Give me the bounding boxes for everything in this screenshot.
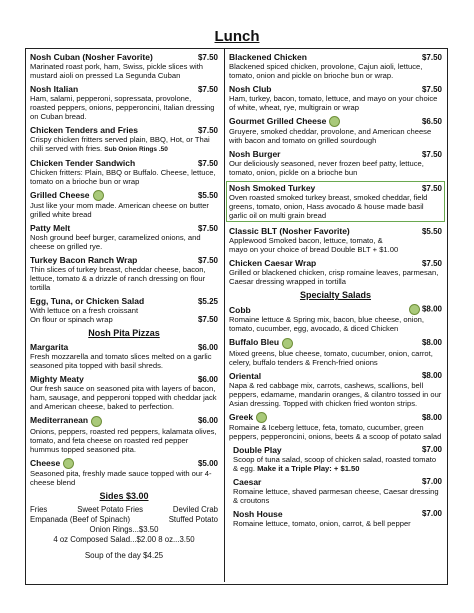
item-desc: Napa & red cabbage mix, carrots, cashews, scallions, bell peppers, edamame, mandarin oranges, & cilantro tossed in our Asian dressing. Topped with chicken fried wonton strips. <box>229 380 442 408</box>
item-price: $8.00 <box>421 371 442 380</box>
green-dot-icon <box>91 416 102 427</box>
side-item: Fries <box>30 504 48 514</box>
menu-item <box>229 84 442 112</box>
item-name: Nosh Cuban (Nosher Favorite) <box>30 52 153 62</box>
item-name: Buffalo Bleu <box>229 337 280 348</box>
menu-item <box>30 190 218 219</box>
item-price: $7.50 <box>197 158 218 168</box>
item-desc: Ham, turkey, bacon, tomato, lettuce, and mayo on your choice of white, wheat, rye, multigrain or wrap <box>229 94 438 112</box>
column-divider <box>224 49 225 582</box>
item-desc: Ham, salami, pepperoni, sopressata, provolone, roasted peppers, onions, pepperoncini, Italian dressing on Cuban bread. <box>30 94 215 121</box>
item-price: $7.50 <box>197 125 218 135</box>
side-item: Empanada (Beef of Spinach) <box>30 514 131 524</box>
item-name: Chicken Tenders and Fries <box>30 125 139 135</box>
salad-item-nosh-house <box>229 509 442 528</box>
salad-item-caesar <box>229 477 442 505</box>
side-item: Sweet Potato Fries <box>77 504 144 514</box>
highlighted-menu-item <box>226 181 445 222</box>
sides-row <box>30 505 218 515</box>
menu-item <box>30 52 218 80</box>
item-desc-alt: On flour or spinach wrap <box>30 315 113 325</box>
right-column <box>229 52 442 532</box>
triple-play-label: Make it a Triple Play: <box>257 463 332 473</box>
sides-row <box>30 535 218 545</box>
menu-item <box>229 116 442 145</box>
item-extra: Sub Onion Rings .50 <box>104 146 168 153</box>
item-desc: Our fresh sauce on seasoned pita with layers of bacon, ham, sausage, and pepperoni topped with cheddar jack and American cheese, baked to perfection. <box>30 384 217 412</box>
item-name: Turkey Bacon Ranch Wrap <box>30 255 138 266</box>
item-desc: Romaine lettuce, shaved parmesan cheese, Caesar dressing & croutons <box>233 486 439 505</box>
item-desc: Mixed greens, blue cheese, tomato, cucumber, onion, carrot, celery, buffalo tenders & French-fried onions <box>229 348 433 367</box>
item-price: $7.50 <box>197 52 218 62</box>
menu-item <box>30 255 218 292</box>
item-name: Classic BLT (Nosher Favorite) <box>229 226 350 237</box>
item-desc: Romaine lettuce & Spring mix, bacon, blue cheese, onion, tomato, cucumber, egg, avocado, & diced Chicken <box>229 315 425 334</box>
item-price: $8.00 <box>421 412 442 422</box>
item-desc: Nosh ground beef burger, caramelized onions, and cheese on grilled rye. <box>30 233 201 252</box>
item-desc: Romaine & Iceberg lettuce, feta, tomato, cucumber, green peppers, pepperoncini, onions, beets & a scoop of potato salad <box>229 422 442 441</box>
item-price: $8.00 <box>421 338 442 348</box>
menu-item <box>30 125 218 154</box>
item-desc: Oven roasted smoked turkey breast, smoked cheddar, field greens, tomato, onion, Hass avocado & house made basil garlic oil on multi grain bread <box>229 193 428 221</box>
item-desc: Gruyere, smoked cheddar, provolone, and American cheese with bacon and tomato on grilled sourdough <box>229 127 432 146</box>
left-column <box>30 52 218 560</box>
salad-item-double-play <box>229 445 442 473</box>
item-name: Cheese <box>30 457 61 468</box>
item-name: Nosh Club <box>229 84 272 94</box>
sides-row <box>30 515 218 525</box>
item-name: Blackened Chicken <box>229 52 307 62</box>
item-price: $7.50 <box>421 258 442 268</box>
sides-row <box>30 525 218 535</box>
item-desc: Seasoned pita, freshly made sauce topped with our 4-cheese blend <box>30 468 212 487</box>
item-price: $8.00 <box>421 304 442 314</box>
pizza-section-heading: Nosh Pita Pizzas <box>88 328 160 339</box>
side-item: 4 oz Composed Salad...$2.00 8 oz...3.50 <box>53 534 195 544</box>
item-name: Chicken Tender Sandwich <box>30 158 136 168</box>
item-desc: Applewood Smoked bacon, lettuce, tomato, & <box>229 236 383 246</box>
green-dot-icon <box>329 116 340 127</box>
item-price: $6.00 <box>197 416 218 426</box>
soup-of-the-day: Soup of the day $4.25 <box>84 550 164 560</box>
item-desc: Blackened spiced chicken, provolone, Cajun aioli, lettuce, tomato, onion and pickle on brioche bun or wrap. <box>229 62 423 80</box>
item-name: Cobb <box>229 304 251 315</box>
salad-item <box>229 304 442 333</box>
green-dot-icon <box>256 412 267 423</box>
item-desc: Chicken fritters: Plain, BBQ or Buffalo. Cheese, lettuce, tomato on a brioche bun or wrap <box>30 168 216 186</box>
item-price: $7.50 <box>197 223 218 233</box>
item-desc: Thin slices of turkey breast, cheddar cheese, bacon, lettuce, tomato & a drizzle of ranch dressing on flour tortilla <box>30 265 206 293</box>
item-name: Greek <box>229 411 254 422</box>
item-name: Mighty Meaty <box>30 374 84 385</box>
item-name: Gourmet Grilled Cheese <box>229 116 327 126</box>
salad-item <box>229 412 442 441</box>
salad-item <box>229 371 442 408</box>
menu-item <box>229 52 442 80</box>
item-name: Nosh Smoked Turkey <box>229 183 316 194</box>
salads-section-heading: Specialty Salads <box>299 290 372 301</box>
green-dot-icon <box>409 304 420 315</box>
item-price: $6.50 <box>421 117 442 127</box>
item-desc: Our deliciously seasoned, never frozen beef patty, lettuce, tomato, onion, pickle on a brioche bun <box>229 159 424 178</box>
item-price: $7.50 <box>421 183 442 193</box>
item-desc: Scoop of tuna salad, scoop of chicken salad, roasted tomato & egg. <box>233 454 437 473</box>
item-desc: Just like your mom made. American cheese on butter grilled white bread <box>30 201 209 220</box>
item-desc: Grilled or blackened chicken, crisp romaine leaves, parmesan, Caesar dressing wrapped in tortilla <box>229 268 439 287</box>
item-price: $7.50 <box>421 52 442 62</box>
item-price: $7.50 <box>197 255 218 265</box>
menu-item <box>229 226 442 254</box>
salad-item <box>229 337 442 366</box>
green-dot-icon <box>93 190 104 201</box>
item-desc: Crispy chicken fritters served plain, BBQ, Hot, or Thai chili served with fries. <box>30 135 210 153</box>
item-name: Grilled Cheese <box>30 190 90 200</box>
item-name: Caesar <box>233 476 262 487</box>
item-price: $7.50 <box>421 84 442 94</box>
item-desc: Onions, peppers, roasted red peppers, kalamata olives, tomato, and feta cheese on roasted red pepper hummus topped seasoned pita. <box>30 426 217 454</box>
sides-heading: Sides $3.00 <box>99 490 149 501</box>
item-name: Nosh House <box>233 508 283 519</box>
item-price: $5.50 <box>197 191 218 201</box>
menu-item <box>30 158 218 186</box>
item-price: $7.00 <box>421 445 442 455</box>
item-price: $7.50 <box>197 84 218 94</box>
item-name: Egg, Tuna, or Chicken Salad <box>30 296 145 307</box>
item-name: Oriental <box>229 370 262 381</box>
item-desc: With lettuce on a fresh croissant <box>30 306 139 316</box>
item-price: $5.50 <box>421 226 442 236</box>
green-dot-icon <box>63 458 74 469</box>
item-name: Margarita <box>30 342 69 353</box>
triple-play-price: + $1.50 <box>333 463 360 473</box>
item-name: Nosh Italian <box>30 84 79 94</box>
side-item: Deviled Crab <box>172 504 218 514</box>
item-price: $5.25 <box>197 296 218 306</box>
item-desc: Romaine lettuce, tomato, onion, carrot, & bell pepper <box>233 518 411 528</box>
item-price-alt: $7.50 <box>197 315 218 325</box>
side-item: Stuffed Potato <box>168 514 218 524</box>
item-price: $7.50 <box>421 149 442 159</box>
item-desc-alt: mayo on your choice of bread Double BLT + $1.00 <box>229 245 399 255</box>
menu-item <box>229 258 442 286</box>
side-item: Onion Rings...$3.50 <box>89 524 159 534</box>
item-name: Mediterranean <box>30 415 89 426</box>
pizza-item <box>30 415 218 453</box>
item-name: Chicken Caesar Wrap <box>229 258 317 269</box>
pizza-item <box>30 374 218 411</box>
menu-item <box>229 149 442 177</box>
item-price: $6.00 <box>197 342 218 352</box>
menu-item <box>30 296 218 324</box>
menu-item <box>30 84 218 121</box>
pizza-item <box>30 458 218 487</box>
green-dot-icon <box>282 338 293 349</box>
item-price: $7.00 <box>421 509 442 519</box>
item-price: $7.00 <box>421 477 442 487</box>
item-desc: Marinated roast pork, ham, Swiss, pickle slices with mustard aioli on pressed La Segunda Cuban <box>30 62 204 80</box>
pizza-item <box>30 342 218 370</box>
item-name: Double Play <box>233 444 282 455</box>
page-title: Lunch <box>214 28 260 45</box>
item-name: Nosh Burger <box>229 149 281 160</box>
item-price: $6.00 <box>197 374 218 384</box>
item-name: Patty Melt <box>30 223 71 234</box>
item-price: $5.00 <box>197 458 218 468</box>
item-desc: Fresh mozzarella and tomato slices melted on a garlic seasoned pita topped with basil shreds. <box>30 352 212 371</box>
menu-item <box>30 223 218 251</box>
